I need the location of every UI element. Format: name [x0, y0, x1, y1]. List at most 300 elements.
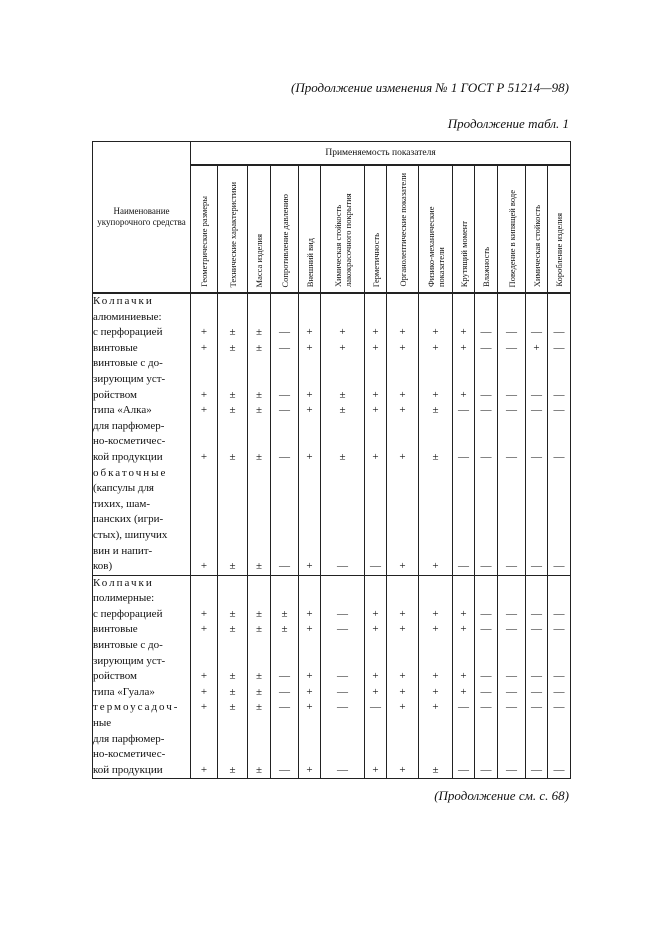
applicability-mark: — — [553, 560, 565, 573]
item-name-line: винтовые с до- — [93, 639, 163, 652]
applicability-mark — [191, 654, 217, 670]
mark-cell — [548, 293, 571, 575]
applicability-mark: — — [531, 623, 542, 636]
item-name-line: алюминиевые: — [93, 310, 162, 323]
applicability-mark — [321, 481, 364, 497]
column-header — [365, 165, 387, 293]
applicability-mark: + — [200, 607, 208, 620]
item-name-line: вин и напит- — [93, 544, 153, 557]
mark-cell — [526, 575, 548, 779]
mark-cell — [271, 575, 299, 779]
applicability-mark: + — [306, 326, 313, 339]
applicability-mark: ± — [229, 450, 236, 463]
applicability-mark — [419, 544, 452, 560]
applicability-mark: + — [339, 326, 346, 339]
applicability-mark: ± — [281, 623, 288, 636]
item-name-line: но-косметичес- — [93, 748, 166, 761]
applicability-mark — [475, 638, 497, 654]
item-name-line: для парфюмер- — [93, 419, 165, 432]
applicability-mark: + — [432, 560, 439, 573]
applicability-mark — [419, 716, 452, 732]
applicability-mark — [475, 576, 497, 592]
applicability-mark — [271, 356, 298, 372]
applicability-mark: + — [200, 670, 208, 683]
applicability-mark — [498, 747, 525, 763]
applicability-mark: + — [432, 388, 439, 401]
applicability-mark — [453, 638, 474, 654]
applicability-mark: ± — [229, 763, 236, 776]
applicability-mark — [419, 638, 452, 654]
applicability-mark — [218, 654, 247, 670]
column-header-label: Влажность — [481, 247, 491, 287]
applicability-mark — [191, 544, 217, 560]
applicability-mark — [271, 591, 298, 607]
item-name-line: но-косметичес- — [93, 435, 166, 448]
applicability-mark — [498, 528, 525, 544]
applicability-mark: + — [460, 670, 467, 683]
applicability-mark: ± — [229, 560, 236, 573]
applicability-mark — [191, 528, 217, 544]
applicability-mark — [453, 591, 474, 607]
applicability-mark — [248, 576, 270, 592]
applicability-mark: — — [531, 404, 542, 417]
item-name-line: ройством — [93, 388, 137, 401]
column-header-label: Поведение в кипящей воде — [506, 189, 517, 287]
applicability-mark: — — [279, 450, 290, 463]
applicability-mark: — — [458, 404, 469, 417]
item-name-line: кой продукции — [93, 450, 163, 463]
applicability-mark — [299, 591, 320, 607]
applicability-mark: + — [372, 341, 379, 354]
applicability-mark: ± — [432, 763, 439, 776]
applicability-mark — [453, 544, 474, 560]
applicability-mark: — — [553, 623, 565, 636]
applicability-mark — [498, 372, 525, 388]
applicability-mark: — — [480, 607, 492, 620]
applicability-mark — [498, 310, 525, 326]
applicability-mark — [321, 747, 364, 763]
applicability-mark: + — [200, 388, 208, 401]
applicability-mark — [218, 576, 247, 592]
applicability-mark — [475, 372, 497, 388]
column-header — [475, 165, 498, 293]
applicability-mark: — — [506, 701, 517, 714]
applicability-mark: + — [306, 701, 313, 714]
applicability-mark: — — [279, 388, 290, 401]
applicability-mark: — — [279, 685, 290, 698]
column-header-label: Коробление изделия — [554, 213, 565, 287]
applicability-mark: ± — [229, 388, 236, 401]
applicability-mark — [365, 310, 386, 326]
applicability-mark: + — [200, 623, 208, 636]
mark-cell — [321, 575, 365, 779]
applicability-mark — [191, 638, 217, 654]
applicability-mark — [548, 512, 570, 528]
applicability-mark — [365, 497, 386, 513]
applicability-mark — [191, 576, 217, 592]
applicability-mark: — — [279, 701, 290, 714]
applicability-mark — [387, 528, 418, 544]
applicability-mark: — — [506, 560, 517, 573]
applicability-mark: ± — [339, 450, 346, 463]
applicability-mark — [387, 654, 418, 670]
applicability-mark — [387, 434, 418, 450]
applicability-mark — [218, 294, 247, 310]
applicability-mark: + — [306, 388, 313, 401]
column-header — [387, 165, 419, 293]
applicability-mark: + — [432, 623, 439, 636]
applicability-mark — [248, 732, 270, 748]
applicability-mark: — — [506, 388, 517, 401]
applicability-mark — [453, 310, 474, 326]
item-name-line: зирующим уст- — [93, 372, 166, 385]
applicability-mark — [387, 294, 418, 310]
applicability-mark: — — [480, 701, 492, 714]
applicability-mark — [248, 716, 270, 732]
applicability-mark — [248, 638, 270, 654]
applicability-mark — [365, 747, 386, 763]
applicability-mark — [526, 434, 547, 450]
applicability-mark — [321, 654, 364, 670]
applicability-mark — [548, 654, 570, 670]
applicability-mark: + — [460, 685, 467, 698]
applicability-mark: ± — [339, 404, 346, 417]
applicability-mark — [498, 481, 525, 497]
applicability-mark — [419, 294, 452, 310]
item-name-line: обкаточные — [93, 466, 168, 479]
applicability-mark — [526, 747, 547, 763]
applicability-mark — [475, 481, 497, 497]
applicability-mark — [248, 434, 270, 450]
applicability-mark — [548, 294, 570, 310]
applicability-mark: — — [531, 763, 542, 776]
applicability-mark — [387, 356, 418, 372]
applicability-mark — [271, 372, 298, 388]
applicability-mark — [321, 434, 364, 450]
applicability-mark — [498, 466, 525, 482]
applicability-mark — [299, 434, 320, 450]
applicability-mark — [475, 512, 497, 528]
applicability-mark — [271, 466, 298, 482]
applicability-mark: + — [306, 450, 313, 463]
mark-cell — [548, 575, 571, 779]
applicability-mark — [248, 544, 270, 560]
applicability-mark — [548, 576, 570, 592]
applicability-mark — [526, 419, 547, 435]
applicability-mark — [248, 528, 270, 544]
applicability-mark — [271, 576, 298, 592]
applicability-mark: ± — [255, 341, 263, 354]
applicability-mark — [365, 716, 386, 732]
applicability-mark: — — [480, 685, 492, 698]
applicability-mark: — — [531, 701, 542, 714]
applicability-mark — [218, 716, 247, 732]
mark-cell — [498, 293, 526, 575]
applicability-mark — [299, 732, 320, 748]
column-header — [321, 165, 365, 293]
applicability-mark: + — [200, 560, 208, 573]
applicability-mark — [548, 528, 570, 544]
applicability-mark: — — [553, 388, 565, 401]
applicability-mark: — — [480, 388, 492, 401]
applicability-mark — [526, 576, 547, 592]
applicability-mark — [321, 466, 364, 482]
item-name-line: Колпачки — [93, 295, 154, 307]
applicability-mark: — — [531, 670, 542, 683]
applicability-mark: — — [337, 763, 348, 776]
column-header-label: Сопротивление давлению — [279, 193, 290, 287]
applicability-mark: — — [553, 450, 565, 463]
applicability-mark — [548, 419, 570, 435]
applicability-mark — [299, 497, 320, 513]
applicability-mark — [498, 497, 525, 513]
applicability-mark: + — [372, 388, 379, 401]
applicability-mark — [218, 638, 247, 654]
applicability-mark: + — [399, 607, 406, 620]
item-name-line: тихих, шам- — [93, 497, 151, 510]
applicability-mark — [191, 294, 217, 310]
applicability-mark — [218, 434, 247, 450]
column-header — [419, 165, 453, 293]
footer-continuation: (Продолжение см. с. 68) — [434, 788, 569, 803]
applicability-mark — [191, 481, 217, 497]
applicability-mark: ± — [255, 701, 263, 714]
column-header-label: Внешний вид — [304, 237, 315, 287]
applicability-mark — [419, 434, 452, 450]
item-name-line: зирующим уст- — [93, 654, 166, 667]
applicability-mark — [498, 716, 525, 732]
applicability-mark: + — [399, 326, 406, 339]
applicability-mark — [191, 356, 217, 372]
applicability-mark — [498, 434, 525, 450]
applicability-mark: — — [531, 685, 542, 698]
applicability-mark — [475, 466, 497, 482]
applicability-mark — [526, 716, 547, 732]
applicability-mark — [419, 372, 452, 388]
applicability-mark — [526, 466, 547, 482]
column-header-label: Геометрические размеры — [199, 196, 209, 287]
mark-cell — [498, 575, 526, 779]
applicability-mark — [387, 497, 418, 513]
applicability-mark: + — [306, 685, 313, 698]
applicability-mark — [475, 434, 497, 450]
applicability-mark — [218, 528, 247, 544]
applicability-mark: ± — [229, 670, 236, 683]
applicability-mark — [321, 716, 364, 732]
table-row — [93, 293, 571, 575]
applicability-mark: + — [399, 404, 406, 417]
applicability-mark — [475, 310, 497, 326]
applicability-mark: — — [480, 326, 492, 339]
applicability-mark — [271, 497, 298, 513]
applicability-mark — [526, 310, 547, 326]
applicability-mark: ± — [255, 685, 263, 698]
applicability-mark: — — [506, 450, 517, 463]
applicability-mark: ± — [255, 450, 263, 463]
column-header-label: Герметичность — [370, 232, 381, 287]
applicability-mark — [271, 512, 298, 528]
applicability-mark — [453, 528, 474, 544]
applicability-mark — [191, 497, 217, 513]
applicability-mark — [526, 591, 547, 607]
item-name-cell — [93, 575, 191, 779]
applicability-mark: — — [480, 670, 492, 683]
item-name-line: винтовые с до- — [93, 357, 163, 370]
applicability-mark — [453, 512, 474, 528]
applicability-mark: + — [460, 623, 467, 636]
applicability-mark: — — [506, 404, 517, 417]
applicability-mark: — — [458, 701, 469, 714]
applicability-mark — [191, 434, 217, 450]
item-name-line: ные — [93, 717, 112, 730]
applicability-mark — [453, 481, 474, 497]
applicability-mark: — — [531, 388, 542, 401]
applicability-mark — [191, 747, 217, 763]
applicability-mark: ± — [229, 701, 236, 714]
applicability-mark — [299, 310, 320, 326]
applicability-mark: ± — [339, 388, 346, 401]
applicability-mark — [548, 434, 570, 450]
mark-cell — [218, 575, 248, 779]
applicability-mark: — — [480, 404, 492, 417]
column-header — [218, 165, 248, 293]
mark-cell — [299, 575, 321, 779]
applicability-mark — [453, 497, 474, 513]
applicability-mark — [548, 310, 570, 326]
item-name-line: типа «Гуала» — [93, 685, 155, 698]
applicability-mark — [191, 372, 217, 388]
applicability-mark: + — [399, 670, 406, 683]
column-header — [548, 165, 571, 293]
applicability-mark — [526, 544, 547, 560]
mark-cell — [271, 293, 299, 575]
applicability-mark — [218, 419, 247, 435]
applicability-mark — [365, 638, 386, 654]
applicability-mark: — — [531, 607, 542, 620]
applicability-mark — [387, 372, 418, 388]
applicability-mark: ± — [255, 560, 263, 573]
applicability-mark: — — [279, 763, 290, 776]
applicability-mark: + — [372, 623, 379, 636]
applicability-mark: ± — [229, 341, 236, 354]
applicability-mark: + — [399, 685, 406, 698]
applicability-mark: — — [458, 450, 469, 463]
applicability-mark — [387, 481, 418, 497]
applicability-mark — [271, 654, 298, 670]
applicability-mark — [321, 591, 364, 607]
applicability-mark — [271, 419, 298, 435]
applicability-mark: + — [372, 450, 379, 463]
applicability-mark: + — [432, 341, 439, 354]
item-name-cell — [93, 293, 191, 575]
applicability-mark: + — [306, 607, 313, 620]
applicability-mark — [365, 434, 386, 450]
applicability-mark — [548, 591, 570, 607]
applicability-mark: + — [399, 560, 406, 573]
applicability-mark — [248, 512, 270, 528]
applicability-mark: — — [553, 763, 565, 776]
applicability-mark — [365, 466, 386, 482]
applicability-mark: + — [372, 685, 379, 698]
applicability-mark — [365, 576, 386, 592]
applicability-mark — [248, 497, 270, 513]
applicability-mark: ± — [229, 685, 236, 698]
applicability-mark: ± — [255, 326, 263, 339]
mark-cell — [387, 575, 419, 779]
applicability-mark — [548, 638, 570, 654]
applicability-mark — [248, 356, 270, 372]
applicability-mark — [387, 466, 418, 482]
applicability-mark — [498, 638, 525, 654]
column-header — [526, 165, 548, 293]
item-name-line: ройством — [93, 670, 137, 683]
applicability-mark: ± — [281, 607, 288, 620]
applicability-mark: — — [506, 685, 517, 698]
applicability-mark — [526, 638, 547, 654]
applicability-mark: + — [372, 326, 379, 339]
applicability-mark: + — [399, 388, 406, 401]
applicability-mark — [419, 654, 452, 670]
item-name-line: винтовые — [93, 341, 138, 354]
mark-cell — [299, 293, 321, 575]
applicability-mark — [526, 356, 547, 372]
column-header-label: Органолептические показатели — [397, 173, 408, 287]
mark-cell — [387, 293, 419, 575]
applicability-mark: + — [372, 404, 379, 417]
applicability-mark: — — [531, 326, 542, 339]
applicability-mark — [218, 372, 247, 388]
applicability-mark — [321, 497, 364, 513]
column-header-label: Технические характеристики — [227, 181, 238, 287]
applicability-mark — [299, 747, 320, 763]
applicability-mark — [365, 654, 386, 670]
applicability-mark: — — [506, 326, 517, 339]
applicability-mark: — — [279, 341, 290, 354]
applicability-mark — [191, 512, 217, 528]
mark-cell — [248, 293, 271, 575]
applicability-mark — [387, 591, 418, 607]
applicability-mark: + — [399, 763, 406, 776]
column-header-label: Химическая стойкость лакокрасочного покрытия — [332, 193, 353, 287]
applicability-mark — [365, 356, 386, 372]
applicability-mark: ± — [229, 607, 236, 620]
applicability-mark — [453, 466, 474, 482]
applicability-mark — [498, 294, 525, 310]
applicability-mark — [191, 591, 217, 607]
applicability-mark — [271, 481, 298, 497]
applicability-mark — [453, 372, 474, 388]
applicability-mark: — — [480, 763, 492, 776]
applicability-mark — [321, 419, 364, 435]
applicability-mark — [548, 481, 570, 497]
applicability-mark — [453, 716, 474, 732]
applicability-mark — [453, 654, 474, 670]
mark-cell — [365, 575, 387, 779]
applicability-mark — [191, 716, 217, 732]
applicability-mark — [299, 654, 320, 670]
applicability-mark: — — [553, 607, 565, 620]
applicability-mark — [526, 481, 547, 497]
applicability-mark — [453, 732, 474, 748]
applicability-mark — [248, 310, 270, 326]
applicability-mark: + — [372, 763, 379, 776]
applicability-mark — [498, 512, 525, 528]
table-continuation-label: Продолжение табл. 1 — [447, 116, 569, 131]
applicability-mark — [299, 372, 320, 388]
applicability-mark: ± — [255, 670, 263, 683]
item-name-line: панских (игри- — [93, 513, 164, 526]
applicability-mark — [419, 591, 452, 607]
